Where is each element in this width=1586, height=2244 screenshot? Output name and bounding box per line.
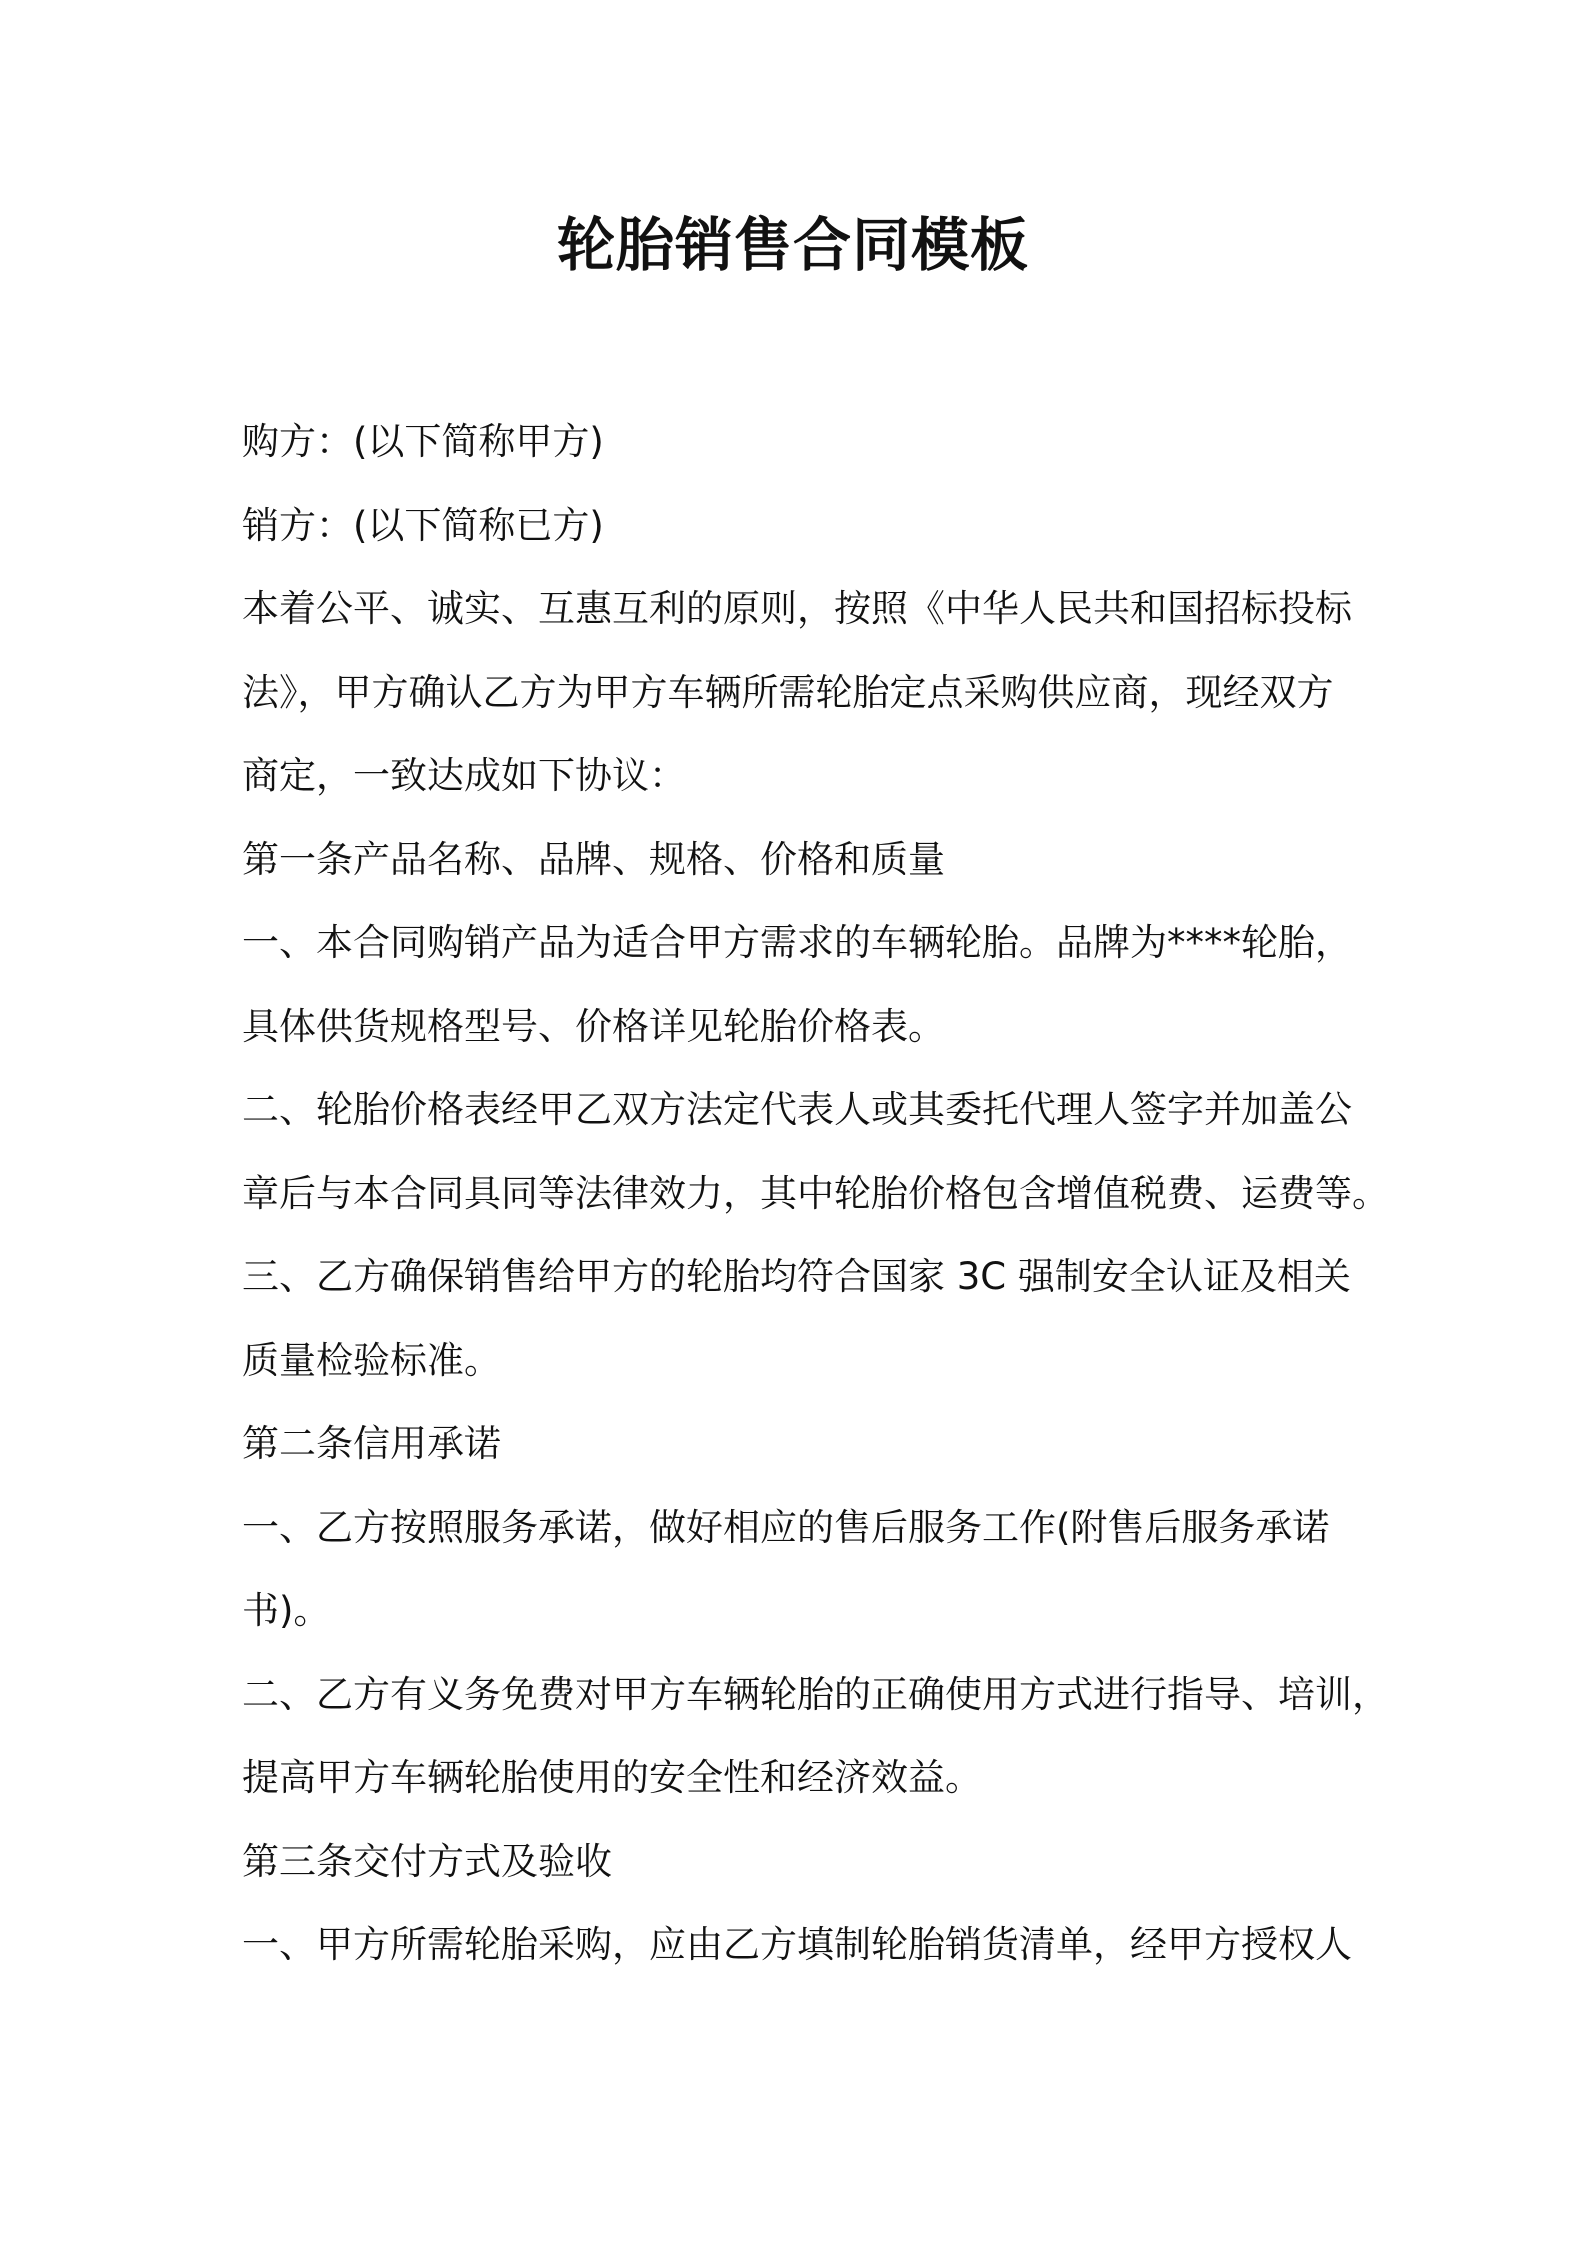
text-line: 一、乙方按照服务承诺，做好相应的售后服务工作(附售后服务承诺 xyxy=(242,1505,1330,1549)
text-line: 一、本合同购销产品为适合甲方需求的车辆轮胎。品牌为****轮胎， xyxy=(242,921,1352,964)
section-heading: 第一条产品名称、品牌、规格、价格和质量 xyxy=(242,837,945,881)
text-line: 商定，一致达成如下协议： xyxy=(242,754,686,797)
text-line: 二、乙方有义务免费对甲方车辆轮胎的正确使用方式进行指导、培训， xyxy=(242,1672,1389,1716)
text-line: 购方：(以下简称甲方) xyxy=(242,420,604,463)
document-title: 轮胎销售合同模板 xyxy=(556,211,1029,279)
text-line: 一、甲方所需轮胎采购，应由乙方填制轮胎销货清单，经甲方授权人 xyxy=(242,1923,1352,1966)
text-line: 销方：(以下简称已方) xyxy=(242,503,604,547)
document-body xyxy=(242,400,1389,1987)
text-line: 本着公平、诚实、互惠互利的原则，按照《中华人民共和国招标投标 xyxy=(242,587,1352,630)
text-line: 章后与本合同具同等法律效力，其中轮胎价格包含增值税费、运费等。 xyxy=(242,1171,1389,1215)
section-heading: 第二条信用承诺 xyxy=(242,1422,501,1465)
text-line: 二、轮胎价格表经甲乙双方法定代表人或其委托代理人签字并加盖公 xyxy=(242,1088,1352,1131)
text-line: 提高甲方车辆轮胎使用的安全性和经济效益。 xyxy=(242,1756,982,1799)
section-heading: 第三条交付方式及验收 xyxy=(242,1839,612,1883)
text-line: 具体供货规格型号、价格详见轮胎价格表。 xyxy=(242,1004,945,1048)
text-line: 法》，甲方确认乙方为甲方车辆所需轮胎定点采购供应商，现经双方 xyxy=(242,670,1334,714)
text-line: 三、乙方确保销售给甲方的轮胎均符合国家 3C 强制安全认证及相关 xyxy=(242,1255,1351,1298)
text-line: 质量检验标准。 xyxy=(242,1338,501,1382)
text-line: 书)。 xyxy=(242,1589,331,1632)
